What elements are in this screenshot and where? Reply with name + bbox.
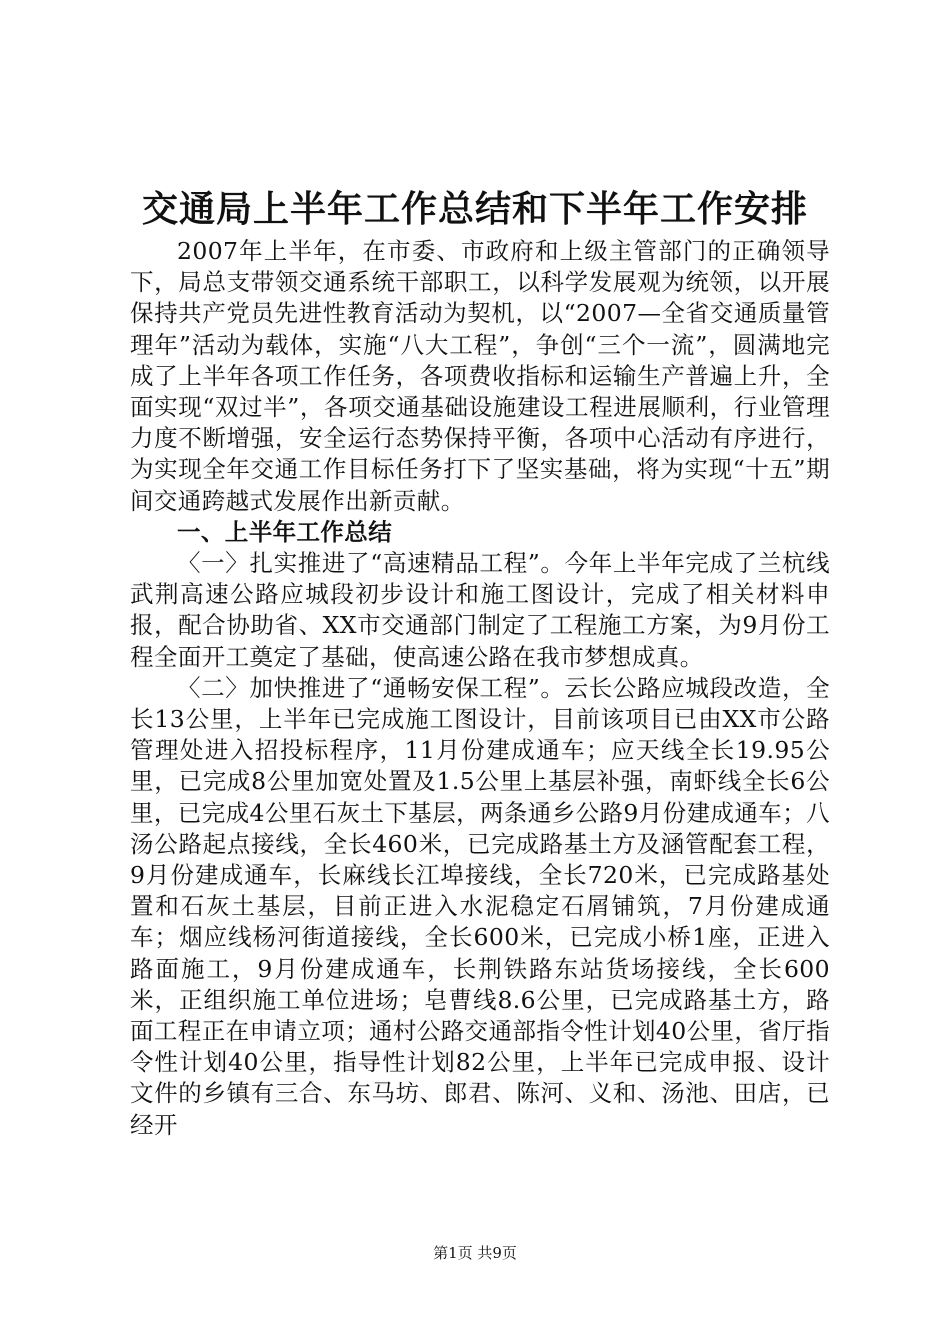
item-paragraph-2: 〈二〉加快推进了“通畅安保工程”。云长公路应城段改造，全长13公里，上半年已完成施工图设计，目前该项目已由XX市公路管理处进入招投标程序，11月份建成通车；应天线全长19.95公里，已完成8公里加宽处置及1.5公里上基层补强，南虾线全长6公里，已完成4公里石灰土下基层，两条通乡公路9月份建成通车；八汤公路起点接线，全长460米，已完成路基土方及涵管配套工程，9月份建成通车，长麻线长江埠接线，全长720米，已完成路基处置和石灰土基层，目前正进入水泥稳定石屑铺筑，7月份建成通车；烟应线杨河街道接线，全长600米，已完成小桥1座，正进入路面施工，9月份建成通车，长荆铁路东站货场接线，全长600米，正组织施工单位进场；皂曹线8.6公里，已完成路基土方，路面工程正在申请立项；通村公路交通部指令性计划40公里，省厅指令性计划40公里，指导性计划82公里，上半年已完成申报、设计文件的乡镇有三合、东马坊、郎君、陈河、义和、汤池、田店，已经开 bbox=[130, 673, 830, 1139]
page-footer: 第1页 共9页 bbox=[433, 1244, 517, 1262]
document-body bbox=[130, 236, 830, 1141]
document-title: 交通局上半年工作总结和下半年工作安排 bbox=[141, 188, 808, 230]
intro-paragraph: 2007年上半年，在市委、市政府和上级主管部门的正确领导下，局总支带领交通系统干部职工，以科学发展观为统领，以开展保持共产党员先进性教育活动为契机，以“2007—全省交通质量管理年”活动为载体，实施“八大工程”，争创“三个一流”，圆满地完成了上半年各项工作任务，各项费收指标和运输生产普遍上升，全面实现“双过半”，各项交通基础设施建设工程进展顺利，行业管理力度不断增强，安全运行态势保持平衡，各项中心活动有序进行，为实现全年交通工作目标任务打下了坚实基础，将为实现“十五”期间交通跨越式发展作出新贡献。 bbox=[130, 237, 830, 515]
section-heading: 一、上半年工作总结 bbox=[177, 517, 393, 546]
item-paragraph-1: 〈一〉扎实推进了“高速精品工程”。今年上半年完成了兰杭线武荆高速公路应城段初步设计和施工图设计，完成了相关材料申报，配合协助省、XX市交通部门制定了工程施工方案，为9月份工程全面开工奠定了基础，使高速公路在我市梦想成真。 bbox=[130, 549, 830, 671]
